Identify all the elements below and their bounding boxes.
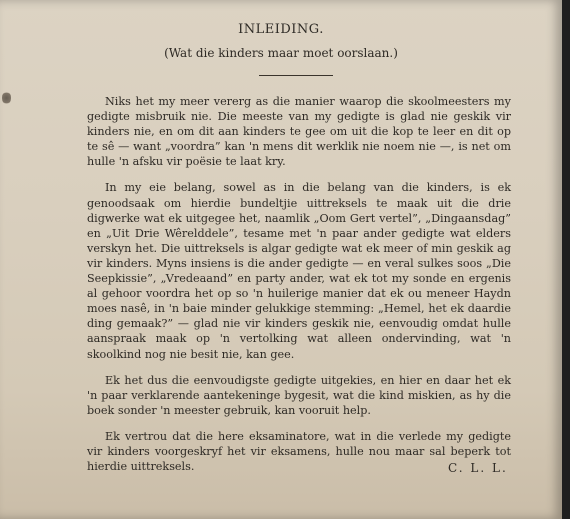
author-signature: C. L. L. (448, 461, 508, 475)
page-title: INLEIDING. (238, 22, 324, 37)
paragraph-2: In my eie belang, sowel as in die belang van die kinders, is ek genoodsaak om hierdie bundeltjie uittreksels te maak uit die drie digwerke wat ek uitgegee het, naamlik „Oom Gert vertel”, „Dingaansdag” en „Uit Drie Wêrelddele”, tesame met 'n paar ander gedigte wat elders verskyn het. Die uittreksels is algar gedigte wat ek meer of min geskik ag vir kinders. Myns insiens is die ander gedigte — en veral sulkes soos „Die Seepkissie”, „Vredeaand” en party ander, wat ek tot my sonde en ergenis al gehoor voordra het op so 'n huilerige manier dat ek ou meneer Haydn moes nasê, in 'n baie minder gelukkige stemming: „Hemel, het ek daardie ding gemaak?” — glad nie vir kinders geskik nie, eenvoudig omdat hulle aanspraak maak op 'n vertolking wat alleen ondervinding, wat 'n skoolkind nog nie besit nie, kan gee. (87, 181, 511, 361)
page-blemish (2, 91, 11, 105)
paragraph-3: Ek het dus die eenvoudigste gedigte uitgekies, en hier en daar het ek 'n paar verklarende aantekeninge bygesit, wat die kind miskien, as hy die boek sonder 'n meester gebruik, kan vooruit help. (87, 373, 511, 417)
page-edge-shadow (562, 0, 570, 519)
page-subtitle: (Wat die kinders maar moet oorslaan.) (164, 46, 398, 60)
paragraph-1: Niks het my meer vererg as die manier waarop die skoolmeesters my gedigte misbruik nie. Die meeste van my gedigte is glad nie geskik vir kinders nie, en om dit aan kinders te gee om uit die kop te leer en dit op te sê — want „voordra” kan 'n mens dit werklik nie noem nie —, is net om hulle 'n afsku vir poësie te laat kry. (87, 95, 511, 169)
paragraph-4: Ek vertrou dat die here eksaminatore, wat in die verlede my gedigte vir kinders voorgeskryf het vir eksamens, hulle nou maar sal beperk tot hierdie uittreksels. (87, 429, 511, 474)
body-text (87, 94, 511, 485)
title-divider (259, 75, 333, 76)
